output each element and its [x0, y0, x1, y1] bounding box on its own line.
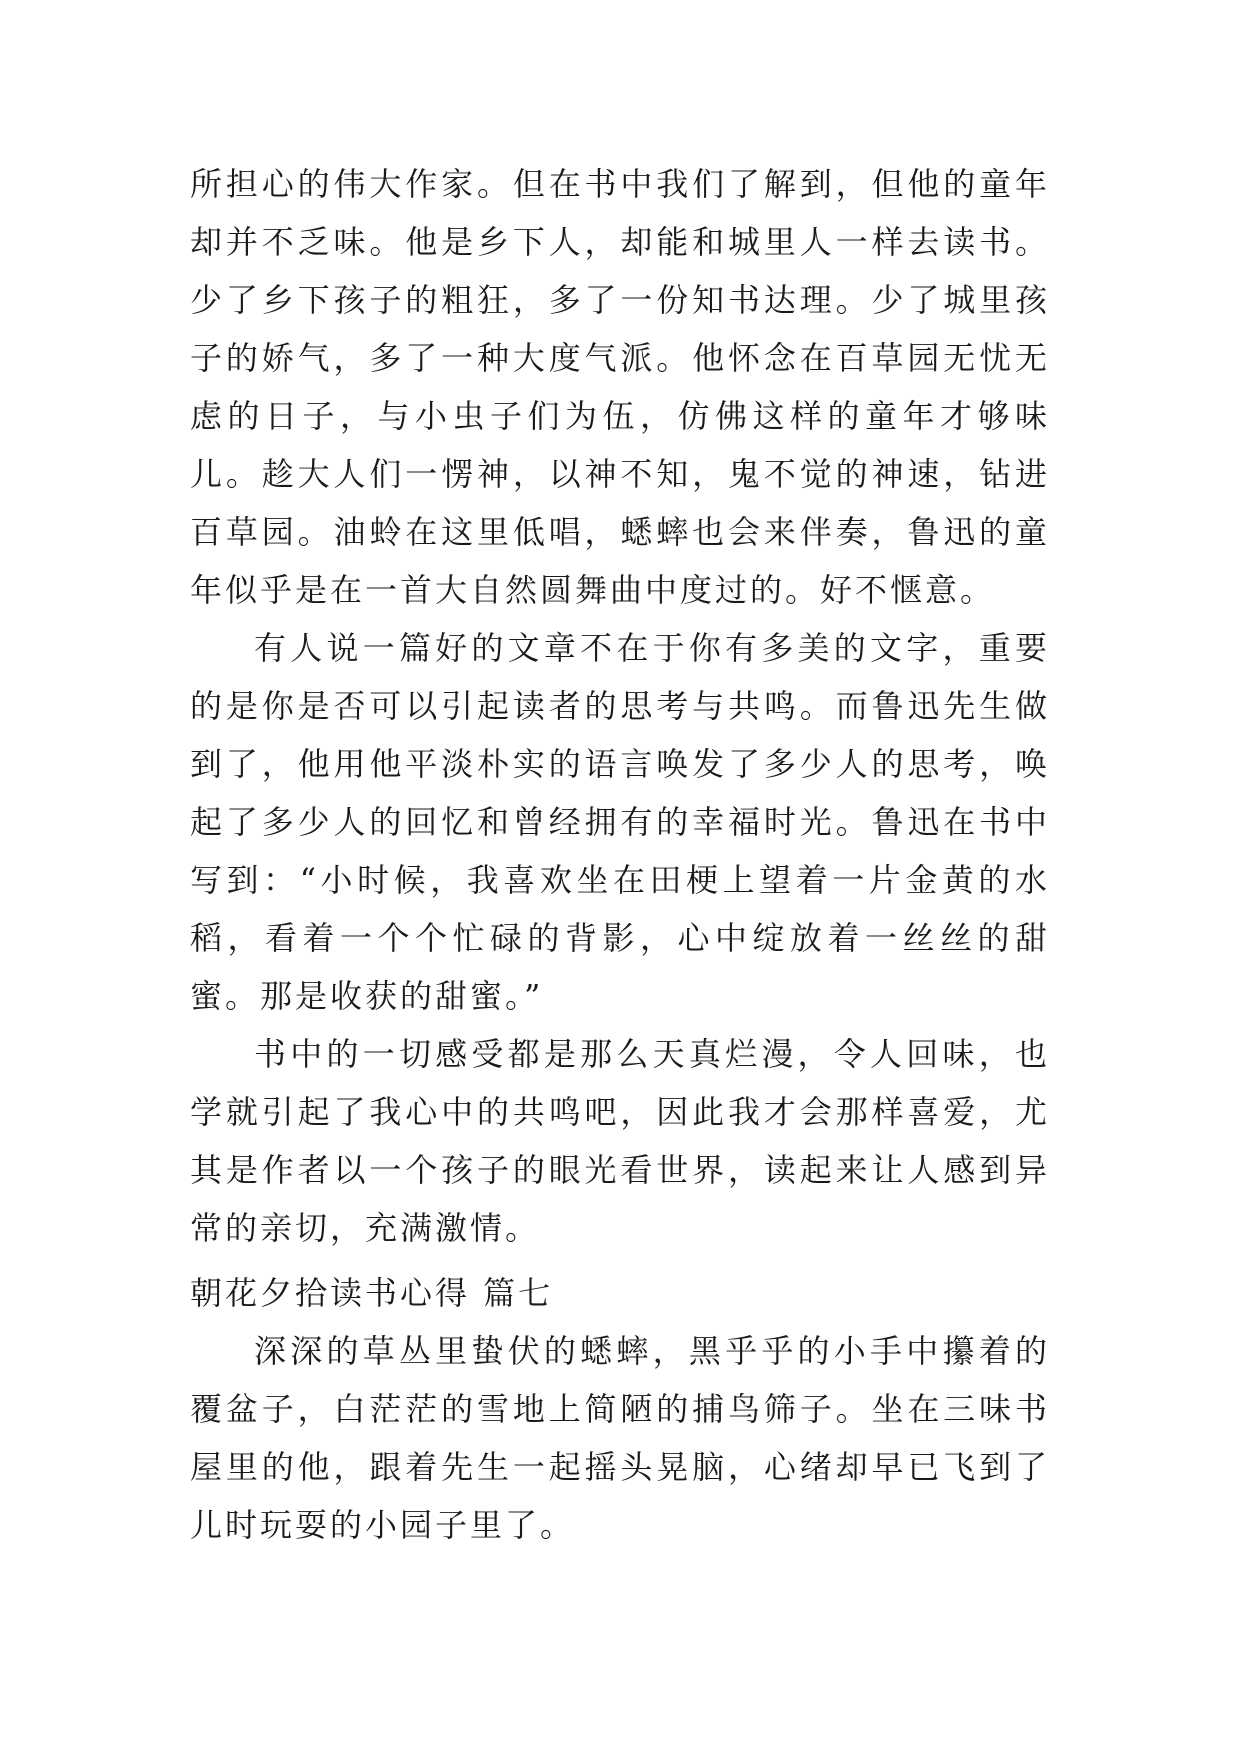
- paragraph-continued: 所担心的伟大作家。但在书中我们了解到，但他的童年却并不乏味。他是乡下人，却能和城里人一样去读书。少了乡下孩子的粗狂，多了一份知书达理。少了城里孩子的娇气，多了一种大度气派。他怀念在百草园无忧无虑的日子，与小虫子们为伍，仿佛这样的童年才够味儿。趁大人们一愣神，以神不知，鬼不觉的神速，钻进百草园。油蛉在这里低唱，蟋蟀也会来伴奏，鲁迅的童年似乎是在一首大自然圆舞曲中度过的。好不惬意。: [190, 165, 1050, 609]
- paragraph: 深深的草丛里蛰伏的蟋蟀，黑乎乎的小手中攥着的覆盆子，白茫茫的雪地上简陋的捕鸟筛子。坐在三味书屋里的他，跟着先生一起摇头晃脑，心绪却早已飞到了儿时玩耍的小园子里了。: [190, 1332, 1050, 1544]
- paragraph: 有人说一篇好的文章不在于你有多美的文字，重要的是你是否可以引起读者的思考与共鸣。而鲁迅先生做到了，他用他平淡朴实的语言唤发了多少人的思考，唤起了多少人的回忆和曾经拥有的幸福时光。鲁迅在书中写到：“小时候，我喜欢坐在田梗上望着一片金黄的水稻，看着一个个忙碌的背影，心中绽放着一丝丝的甜蜜。那是收获的甜蜜。”: [190, 629, 1050, 1015]
- section-two: [190, 1322, 1050, 1554]
- section-heading: 朝花夕拾读书心得 篇七: [190, 1274, 554, 1312]
- section-one: [190, 155, 1050, 1257]
- paragraph: 书中的一切感受都是那么天真烂漫，令人回味，也学就引起了我心中的共鸣吧，因此我才会那样喜爱，尤其是作者以一个孩子的眼光看世界，读起来让人感到异常的亲切，充满激情。: [190, 1035, 1050, 1247]
